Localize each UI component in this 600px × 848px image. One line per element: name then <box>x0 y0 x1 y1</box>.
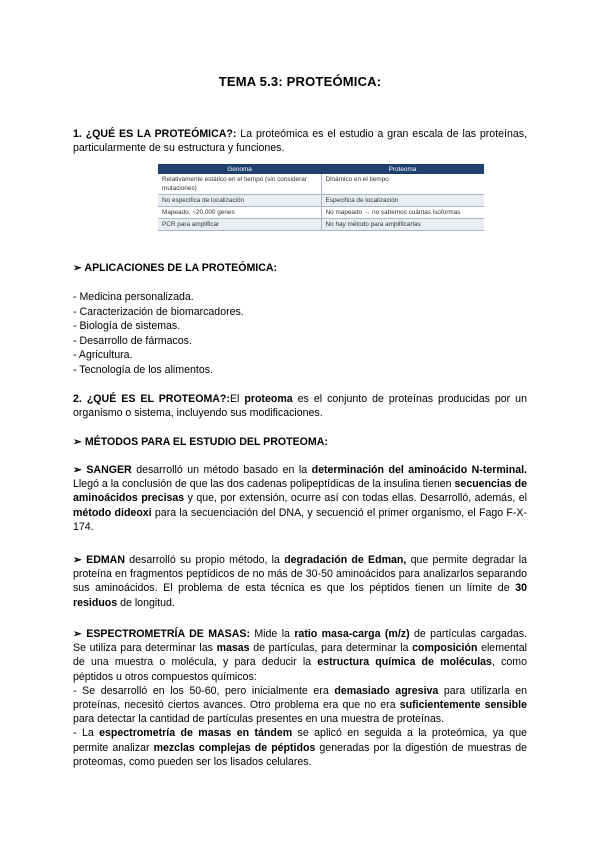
section-2-paragraph: 2. ¿QUÉ ES EL PROTEOMA?:El proteoma es el conjunto de proteínas producidas por un organismo o sistema, incluyendo sus modificaciones. <box>73 393 527 420</box>
methods-heading: ➢ MÉTODOS PARA EL ESTUDIO DEL PROTEOMA: <box>73 436 328 448</box>
list-item: - Agricultura. <box>73 349 133 362</box>
genome-proteome-table <box>158 164 484 231</box>
list-item: - Caracterización de biomarcadores. <box>73 305 244 318</box>
section-1-paragraph: 1. ¿QUÉ ES LA PROTEÓMICA?: La proteómica es el estudio a gran escala de las proteínas, particularmente de su estructura y funciones. <box>73 128 527 155</box>
list-item: - Biología de sistemas. <box>73 320 181 333</box>
sanger-paragraph: ➢ SANGER desarrolló un método basado en la determinación del aminoácido N-terminal. Llegó a la conclusión de que las dos cadenas polipeptídicas de la insulina tienen secuencias de aminoácidos precisas y que, por extensión, ocurre así con todas ellas. Desarrolló, además, el método dideoxi para la secuenciación del DNA, y secuenció el primer organismo, el Fago F-X-174. <box>73 464 527 533</box>
table-row: Mapeado, ~20,000 genes No mapeado → no sabemos cuántas isoformas <box>158 207 484 219</box>
section-1-heading: 1. ¿QUÉ ES LA PROTEÓMICA?: <box>73 128 237 140</box>
table-header-proteoma: Proteoma <box>321 164 484 174</box>
list-item: - Medicina personalizada. <box>73 291 194 303</box>
edman-paragraph: ➢ EDMAN desarrolló su propio método, la degradación de Edman, que permite degradar la proteína en fragmentos peptídicos de no más de 30-50 aminoácidos para analizarlos separando sus aminoácidos. El problema de esta técnica es que los péptidos tienen un límite de 30 residuos de longitud. <box>73 554 527 609</box>
table-row: No especifica de localización Especifica de localización <box>158 195 484 207</box>
applications-list <box>73 290 527 378</box>
list-item: - Tecnología de los alimentos. <box>73 363 213 376</box>
page-title: TEMA 5.3: PROTEÓMICA: <box>218 74 382 89</box>
mass-spec-paragraph: ➢ ESPECTROMETRÍA DE MASAS: Mide la ratio masa-carga (m/z) de partículas cargadas. Se utiliza para determinar las masas de partículas, para determinar la composición elemental de una muestra o molécula, y para deducir la estructura química de moléculas, como péptidos u otros compuestos químicos: - Se desarrolló en los 50-60, pero inicialmente era demasiado agresiva para utilizarla en proteínas, necesitó ciertos avances. Otro problema era que no era suficientemente sensible para detectar la cantidad de partículas presentes en una muestra de proteínas. - La espectrometría de masas en tándem se aplicó en seguida a la proteómica, ya que permite analizar mezclas complejas de péptidos generadas por la digestión de muestras de proteomas, como pueden ser los lisados celulares. <box>73 628 528 768</box>
applications-heading: ➢ APLICACIONES DE LA PROTEÓMICA: <box>73 262 278 274</box>
section-2-heading: 2. ¿QUÉ ES EL PROTEOMA?: <box>73 393 230 405</box>
list-item: - Desarrollo de fármacos. <box>73 334 192 347</box>
table-row: Relativamente estático en el tiempo (sin considerar mutaciones) Dinámico en el tiempo <box>158 174 484 195</box>
table-row: PCR para amplificar No hay método para amplificarlas <box>158 219 484 231</box>
table-header-genoma: Genoma <box>158 164 321 174</box>
